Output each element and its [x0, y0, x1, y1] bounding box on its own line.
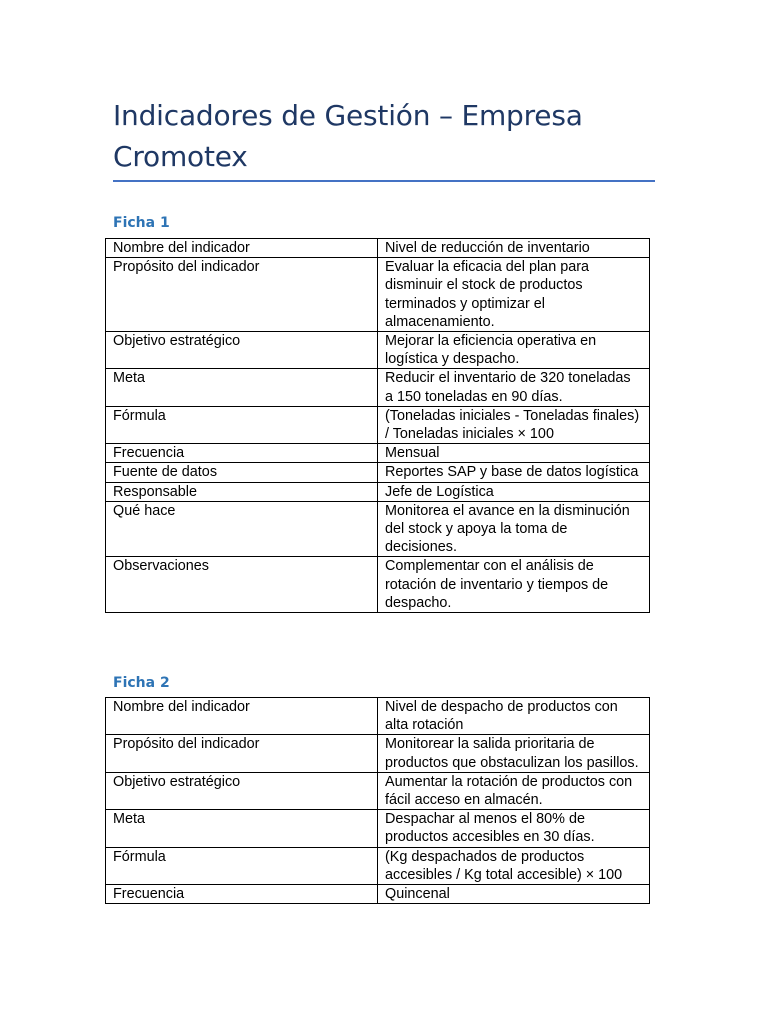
page-title: Indicadores de Gestión – Empresa Cromotex — [113, 99, 583, 173]
table-row — [106, 369, 650, 406]
value-cell: (Toneladas iniciales - Toneladas finales) / Toneladas iniciales × 100 — [378, 406, 650, 443]
table-row — [106, 885, 650, 904]
label-cell: Objetivo estratégico — [106, 332, 378, 369]
table-row — [106, 847, 650, 884]
table-row — [106, 698, 650, 735]
label-cell: Propósito del indicador — [106, 735, 378, 772]
value-cell: Reducir el inventario de 320 toneladas a 150 toneladas en 90 días. — [378, 369, 650, 406]
label-cell: Nombre del indicador — [106, 239, 378, 258]
label-cell: Nombre del indicador — [106, 698, 378, 735]
value-cell: Despachar al menos el 80% de productos accesibles en 30 días. — [378, 810, 650, 847]
table-row — [106, 501, 650, 557]
value-cell: Aumentar la rotación de productos con fácil acceso en almacén. — [378, 772, 650, 809]
table-row — [106, 557, 650, 613]
table-row — [106, 406, 650, 443]
ficha-2-heading: Ficha 2 — [113, 675, 170, 691]
value-cell: Nivel de reducción de inventario — [378, 239, 650, 258]
value-cell: Nivel de despacho de productos con alta rotación — [378, 698, 650, 735]
value-cell: Monitorear la salida prioritaria de productos que obstaculizan los pasillos. — [378, 735, 650, 772]
label-cell: Responsable — [106, 482, 378, 501]
table-row — [106, 332, 650, 369]
value-cell: Mensual — [378, 444, 650, 463]
value-cell: Complementar con el análisis de rotación de inventario y tiempos de despacho. — [378, 557, 650, 613]
ficha-1-table — [105, 238, 650, 613]
table-row — [106, 258, 650, 332]
label-cell: Propósito del indicador — [106, 258, 378, 332]
label-cell: Frecuencia — [106, 885, 378, 904]
label-cell: Frecuencia — [106, 444, 378, 463]
value-cell: Reportes SAP y base de datos logística — [378, 463, 650, 482]
ficha-2-table — [105, 697, 650, 904]
value-cell: Quincenal — [378, 885, 650, 904]
label-cell: Fórmula — [106, 406, 378, 443]
value-cell: Jefe de Logística — [378, 482, 650, 501]
label-cell: Qué hace — [106, 501, 378, 557]
table-row — [106, 735, 650, 772]
label-cell: Meta — [106, 369, 378, 406]
label-cell: Observaciones — [106, 557, 378, 613]
value-cell: Mejorar la eficiencia operativa en logística y despacho. — [378, 332, 650, 369]
label-cell: Objetivo estratégico — [106, 772, 378, 809]
table-row — [106, 239, 650, 258]
table-row — [106, 772, 650, 809]
table-row — [106, 444, 650, 463]
table-row — [106, 482, 650, 501]
label-cell: Fórmula — [106, 847, 378, 884]
ficha-1-heading: Ficha 1 — [113, 215, 170, 231]
table-row — [106, 463, 650, 482]
label-cell: Fuente de datos — [106, 463, 378, 482]
value-cell: (Kg despachados de productos accesibles / Kg total accesible) × 100 — [378, 847, 650, 884]
label-cell: Meta — [106, 810, 378, 847]
value-cell: Evaluar la eficacia del plan para disminuir el stock de productos terminados y optimizar el almacenamiento. — [378, 258, 650, 332]
title-divider — [113, 180, 655, 182]
value-cell: Monitorea el avance en la disminución del stock y apoya la toma de decisiones. — [378, 501, 650, 557]
table-row — [106, 810, 650, 847]
